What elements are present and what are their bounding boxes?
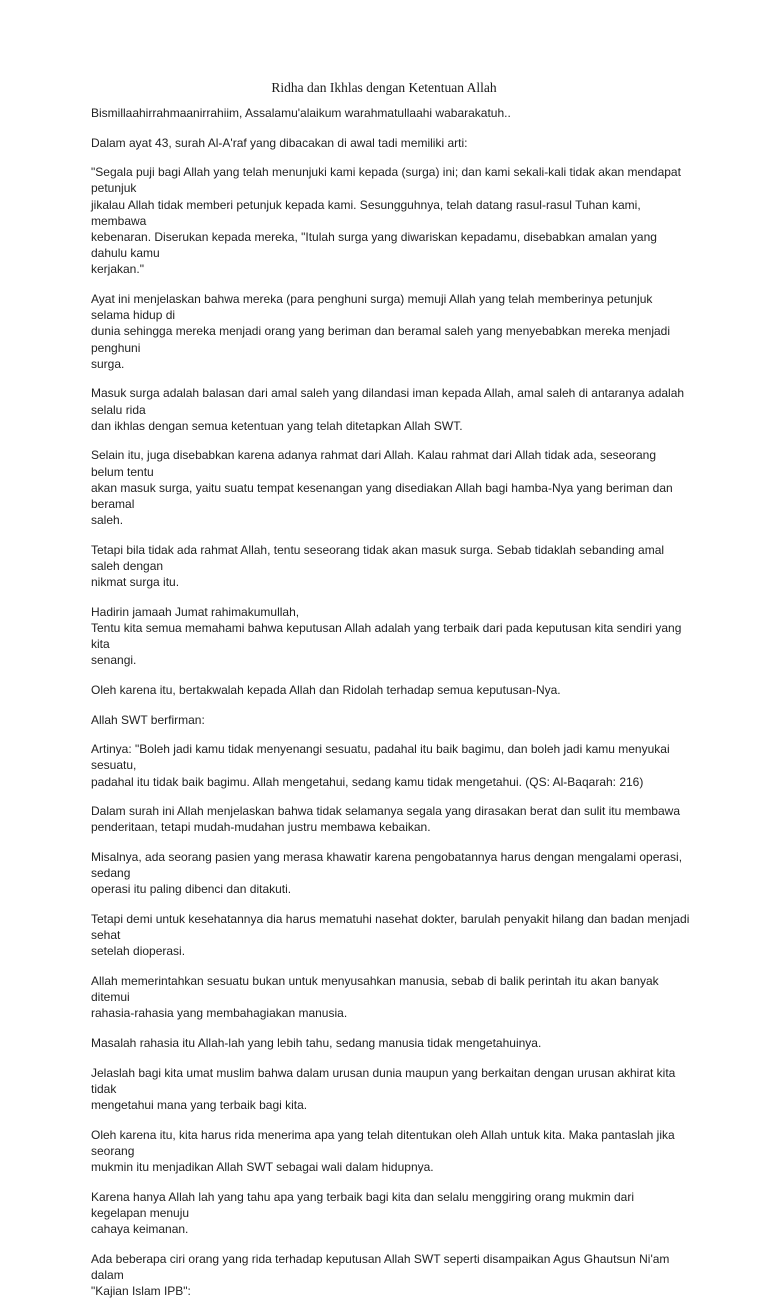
paragraph-surah-explanation: Dalam surah ini Allah menjelaskan bahwa tidak selamanya segala yang dirasakan berat dan sulit itu membawa penderitaan, tetapi mudah-mudahan justru membawa kebaikan. <box>91 804 680 835</box>
paragraph-verse-translation: "Segala puji bagi Allah yang telah menunjuki kami kepada (surga) ini; dan kami sekali-kali tidak akan mendapat petunjuk jikalau Allah tidak memberi petunjuk kepada kami. Sesungguhnya, telah datang rasul-rasul Tuhan kami, membawa kebenaran. Diserukan kepada mereka, "Itulah surga yang diwariskan kepadamu, disebabkan amalan yang dahulu kamu kerjakan." <box>91 165 681 277</box>
document-body <box>91 105 691 1313</box>
document-title: Ridha dan Ikhlas dengan Ketentuan Allah <box>271 80 497 95</box>
paragraph-mercy: Selain itu, juga disebabkan karena adanya rahmat dari Allah. Kalau rahmat dari Allah tidak ada, seseorang belum tentu akan masuk surga, yaitu suatu tempat kesenangan yang disediakan Allah bagi hamba-Nya yang beriman dan beramal saleh. <box>91 448 673 528</box>
paragraph-mercy-2: Tetapi bila tidak ada rahmat Allah, tentu seseorang tidak akan masuk surga. Sebab tidaklah sebanding amal saleh dengan nikmat surga itu. <box>91 542 665 590</box>
paragraph-congregation: Hadirin jamaah Jumat rahimakumullah, Tentu kita semua memahami bahwa keputusan Allah adalah yang terbaik dari pada keputusan kita sendiri yang kita senangi. <box>91 604 682 668</box>
paragraph-guidance: Karena hanya Allah lah yang tahu apa yang terbaik bagi kita dan selalu menggiring orang mukmin dari kegelapan menuju cahaya keimanan. <box>91 1189 635 1236</box>
paragraph-quran-quote: Artinya: "Boleh jadi kamu tidak menyenangi sesuatu, padahal itu baik bagimu, dan boleh jadi kamu menyukai sesuatu, padahal itu tidak baik bagimu. Allah mengetahui, sedang kamu tidak mengetahui. (QS: Al-Baqarah: 216) <box>91 742 670 789</box>
paragraph-muslim-worldly: Jelaslah bagi kita umat muslim bahwa dalam urusan dunia maupun yang berkaitan dengan urusan akhirat kita tidak mengetahui mana yang terbaik bagi kita. <box>91 1065 676 1112</box>
paragraph-allah-says: Allah SWT berfirman: <box>91 712 205 727</box>
paragraph-taqwa: Oleh karena itu, bertakwalah kepada Allah dan Ridolah terhadap semua keputusan-Nya. <box>91 683 561 698</box>
paragraph-intro: Dalam ayat 43, surah Al-A'raf yang dibacakan di awal tadi memiliki arti: <box>91 135 468 150</box>
paragraph-verse-explanation: Ayat ini menjelaskan bahwa mereka (para penghuni surga) memuji Allah yang telah memberinya petunjuk selama hidup di dunia sehingga mereka menjadi orang yang beriman dan beramal saleh yang menyebabkan mereka menjadi penghuni surga. <box>91 292 671 371</box>
paragraph-characteristics: Ada beberapa ciri orang yang rida terhadap keputusan Allah SWT seperti disampaikan Agus Ghautsun Ni'am dalam "Kajian Islam IPB": <box>91 1251 670 1298</box>
paragraph-greeting: Bismillaahirrahmaanirrahiim, Assalamu'alaikum warahmatullaahi wabarakatuh.. <box>91 106 511 120</box>
paragraph-secret-knowledge: Masalah rahasia itu Allah-lah yang lebih tahu, sedang manusia tidak mengetahuinya. <box>91 1036 542 1050</box>
paragraph-command-secrets: Allah memerintahkan sesuatu bukan untuk menyusahkan manusia, sebab di balik perintah itu akan banyak ditemui rahasia-rahasia yang membahagiakan manusia. <box>91 974 659 1021</box>
paragraph-accept-decree: Oleh karena itu, kita harus rida menerima apa yang telah ditentukan oleh Allah untuk kita. Maka pantaslah jika seorang mukmin itu menjadikan Allah SWT sebagai wali dalam hidupnya. <box>91 1127 675 1174</box>
paragraph-example-patient: Misalnya, ada seorang pasien yang merasa khawatir karena pengobatannya harus dengan mengalami operasi, sedang operasi itu paling dibenci dan ditakuti. <box>91 850 683 897</box>
paragraph-reward: Masuk surga adalah balasan dari amal saleh yang dilandasi iman kepada Allah, amal saleh di antaranya adalah selalu rida dan ikhlas dengan semua ketentuan yang telah ditetapkan Allah SWT. <box>91 386 685 433</box>
paragraph-example-doctor: Tetapi demi untuk kesehatannya dia harus mematuhi nasehat dokter, barulah penyakit hilang dan badan menjadi sehat setelah dioperasi. <box>91 912 690 959</box>
